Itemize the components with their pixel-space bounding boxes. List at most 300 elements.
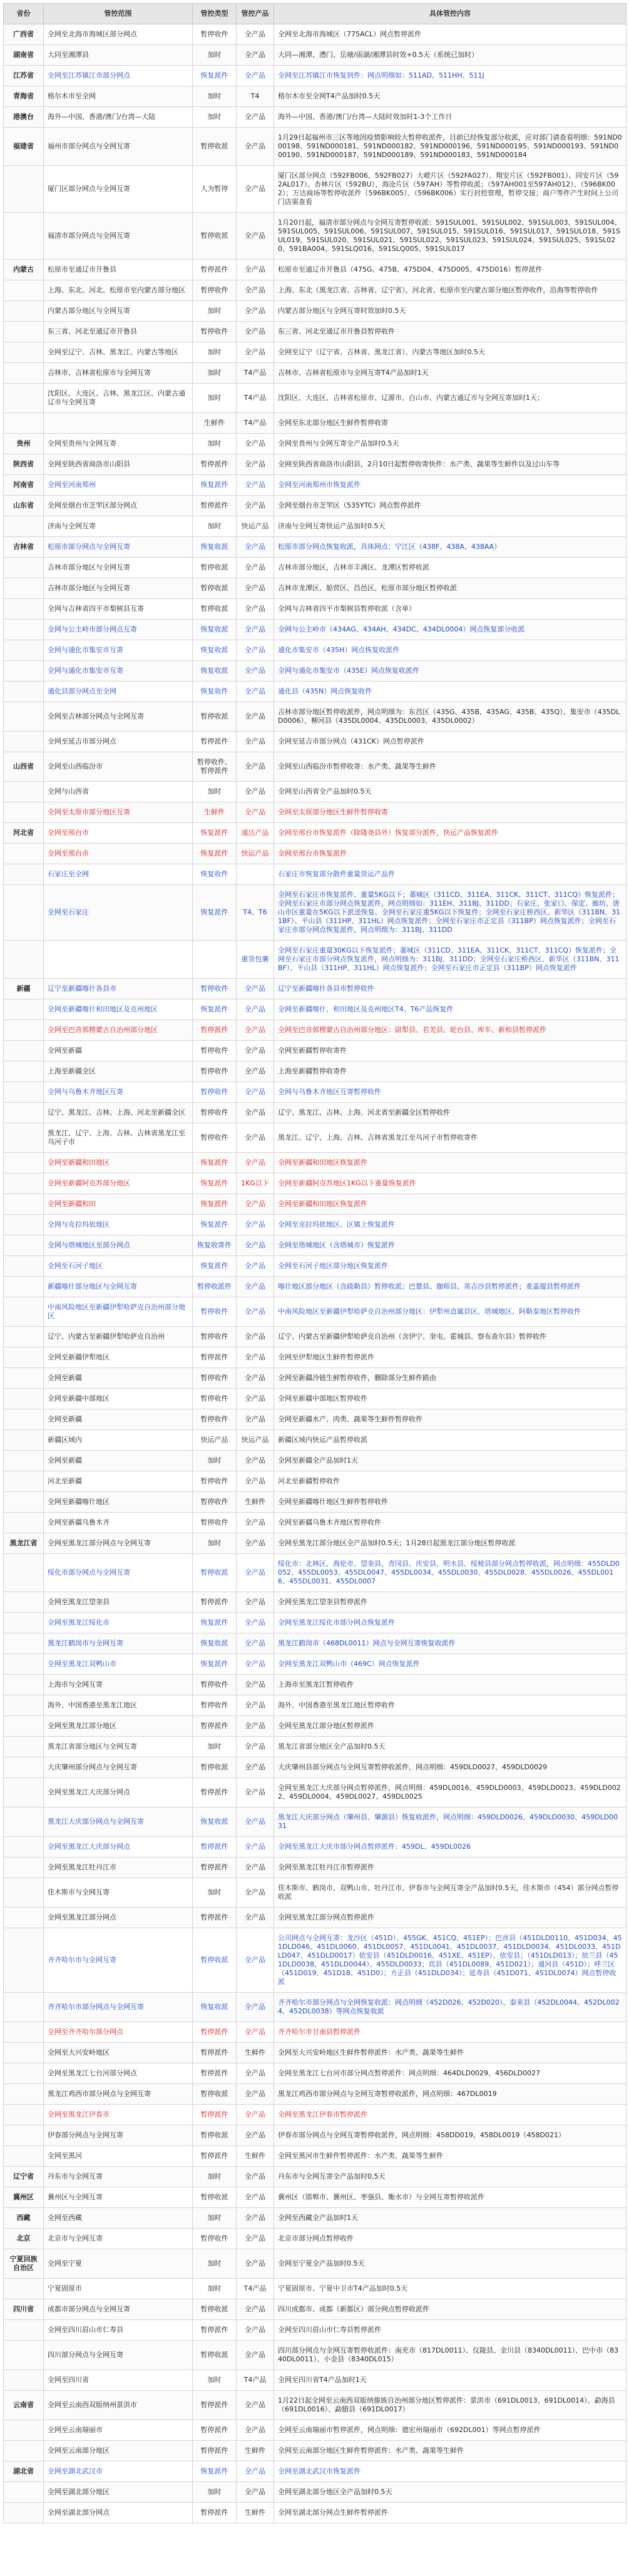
table-row <box>4 1347 626 1368</box>
row-province <box>4 2125 44 2146</box>
row-range: 福清市部分网点与全网互寄 <box>44 213 193 260</box>
row-detail: 全网至黑龙江伊春市暂停派件 <box>274 2105 626 2125</box>
row-province <box>4 999 44 1020</box>
row-range: 全网至西藏 <box>44 2208 193 2229</box>
row-range: 黑龙江鸡西市部分网点与全网互寄 <box>44 2084 193 2105</box>
row-product: 全产品 <box>237 1533 274 1554</box>
table-row <box>4 802 626 823</box>
row-province <box>4 1020 44 1041</box>
row-detail: 济南与全网互寄快运产品加时0.5天 <box>274 516 626 537</box>
table-row <box>4 1409 626 1430</box>
row-detail: 全网至伊犁地区生鲜件暂停派件 <box>274 1347 626 1368</box>
table-row <box>4 1592 626 1613</box>
row-range: 全网至四川眉山市仁寿县 <box>44 2320 193 2341</box>
row-type: 暂停收件 <box>193 322 237 342</box>
header-type: 管控类型 <box>193 4 237 24</box>
row-type: 暂停派件 <box>193 454 237 475</box>
row-province <box>4 1837 44 1858</box>
row-type: 暂停收件 <box>193 1327 237 1347</box>
row-product: 全产品 <box>237 2208 274 2229</box>
row-detail: 伊春市部分网点与全网互寄暂停收派件，网点明细：458DD019、458DL0019（458D021） <box>274 2125 626 2146</box>
row-province <box>4 2441 44 2461</box>
row-detail: 全网至黑龙江牡丹江市暂停派件 <box>274 1858 626 1878</box>
row-product: 全产品 <box>237 2167 274 2187</box>
row-province <box>4 1389 44 1409</box>
row-product: 生鲜件 <box>237 2043 274 2063</box>
row-range: 全网至延吉市部分网点 <box>44 732 193 752</box>
row-type: 加时 <box>193 2370 237 2391</box>
row-detail: 新疆区域内快运产品暂停收派 <box>274 1430 626 1451</box>
row-type: 暂停派件 <box>193 2441 237 2461</box>
row-type: 加时 <box>193 782 237 802</box>
row-product: 1KG以下 <box>237 1173 274 1194</box>
row-province <box>4 732 44 752</box>
row-province: 西藏 <box>4 2208 44 2229</box>
row-province <box>4 1256 44 1277</box>
table-row <box>4 301 626 322</box>
row-product: 快运产品 <box>237 1430 274 1451</box>
row-type: 恢复收件 <box>193 864 237 885</box>
row-province <box>4 558 44 578</box>
table-row <box>4 979 626 999</box>
row-product: 全产品 <box>237 260 274 280</box>
row-type: 暂停收件 <box>193 1041 237 1061</box>
row-province <box>4 1695 44 1716</box>
row-type: 加时 <box>193 1451 237 1471</box>
row-type: 恢复派件 <box>193 1194 237 1215</box>
row-detail: 大庆肇州县部分网点与全网互寄暂停收派件，网点明细：459DLD0027、459DLD0029 <box>274 1757 626 1778</box>
row-province <box>4 280 44 301</box>
row-range: 中南风险地区至新疆伊犁哈萨克自治州部分地区 <box>44 1297 193 1327</box>
row-product: 全产品 <box>237 661 274 682</box>
row-range: 齐齐哈尔市部分网点与全网互寄 <box>44 1993 193 2022</box>
row-product: 全产品 <box>237 1389 274 1409</box>
row-product: 通达产品 <box>237 823 274 844</box>
row-type: 暂停派件 <box>193 2503 237 2523</box>
row-detail: 全网至新疆喀什、和田地区及克州地区T4、T6产品恢复件 <box>274 999 626 1020</box>
row-range: 宁夏固原市 <box>44 2279 193 2299</box>
row-range: 辽宁、黑龙江、吉林、上海、河北至新疆全区 <box>44 1103 193 1123</box>
row-type: 暂停派件 <box>193 1908 237 1928</box>
row-product: 全产品 <box>237 1368 274 1389</box>
table-row <box>4 2208 626 2229</box>
table-row <box>4 1368 626 1389</box>
row-detail: 辽宁、黑龙江、吉林、上海、河北省至新疆全区暂停收件 <box>274 1103 626 1123</box>
row-type: 暂停收件 <box>193 1492 237 1513</box>
row-detail: 全网至黑龙江部分地区全产品加时0.5天；1月28日起黑龙江部分地区暂停收派 <box>274 1533 626 1554</box>
row-product: 全产品 <box>237 322 274 342</box>
row-detail: 吉林市部分地区暂停收派件，网点明细为：东昌区（435G、435B、435AG、435B、435Q）、集安市（435DLD0006）、柳河县（435DL0004、435DL0003、435DL0002） <box>274 702 626 732</box>
row-range: 黑龙江鹤岗市与全网互寄 <box>44 1633 193 1654</box>
header-range: 管控范围 <box>44 4 193 24</box>
row-province <box>4 1173 44 1194</box>
row-province <box>4 1103 44 1123</box>
row-province <box>4 516 44 537</box>
row-type: 加时 <box>193 2167 237 2187</box>
row-detail: 全网与乌鲁木齐地区互寄暂停收件 <box>274 1082 626 1103</box>
row-detail: 齐齐哈尔市部分网点与全网恢复收派：网点明细（452D026、452D020）、泰来县（452DL0044、452DL0024、452DL0038）等网点恢复收派 <box>274 1993 626 2022</box>
table-row <box>4 1757 626 1778</box>
row-product: 快运产品 <box>237 844 274 864</box>
row-detail: 全网至云南瑞丽市暂停派件，网点明细：德宏州瑞丽市（692DL001）等网点暂停派件 <box>274 2420 626 2441</box>
row-detail: 公司网点与全网互寄：龙沙区（451D）、455GK、451CQ、451EP）；巴彦县（451DLD0110、451D034、451DLD046、451DL0060、451DL0057、451DL0041、451DL0037、451DLD0034、451DL0033、451DLD047、451DLD0017）依安县（451DLD0016、451XE、451EP）、依安县；（451DLD013）；依兰县（451DLD0038、451DLD0044）、455DLD0033；宾县（451DL0089、451D021）；通河县（451D）；呼兰区（451D019、451D18、451D0）；方正县（451DLD034）；延寿县（451D071、451DL0074）网点暂停收派 <box>274 1928 626 1993</box>
row-product: 全产品 <box>237 2420 274 2441</box>
row-range: 全网至贵州与全网互寄 <box>44 434 193 454</box>
row-type: 恢复收派 <box>193 661 237 682</box>
row-detail: 全网至河南郑州市恢复派件 <box>274 475 626 496</box>
row-range: 全网至云南瑞丽市 <box>44 2420 193 2441</box>
row-type: 恢复派件 <box>193 999 237 1020</box>
row-detail: 全网至新疆喀什地区生鲜件暂停收件 <box>274 1492 626 1513</box>
row-province <box>4 213 44 260</box>
row-detail: 通化县（435N）网点恢复收件 <box>274 682 626 702</box>
row-type: 加时 <box>193 384 237 413</box>
row-detail: 全网至陕西省商洛市山阳县，2月10日起暂停收寄快件：水产类、蔬果等生鲜件以及过山车等 <box>274 454 626 475</box>
row-product: 全产品 <box>237 1347 274 1368</box>
row-range: 上海市与全网互寄 <box>44 1675 193 1695</box>
table-row <box>4 2299 626 2320</box>
row-type: 暂停派件 <box>193 2063 237 2084</box>
row-province: 宁夏回族自治区 <box>4 2249 44 2279</box>
row-type: 加时 <box>193 516 237 537</box>
row-range: 全网至新疆伊犁地区 <box>44 1347 193 1368</box>
table-row <box>4 1235 626 1256</box>
row-product: 全产品 <box>237 537 274 558</box>
row-type: 暂停收派 <box>193 128 237 166</box>
row-product: 全产品 <box>237 1123 274 1153</box>
row-detail: 佳木斯市、鹤岗市、双鸭山市、牡丹江市、伊春市与全网互寄全产品加时0.5天，佳木斯市（454）部分网点暂停收派 <box>274 1878 626 1908</box>
row-range: 上海、东北、河北、松原市至内蒙古部分地区 <box>44 280 193 301</box>
row-range: 黑龙江省部分地区与全网互寄 <box>44 1737 193 1757</box>
row-range: 全网至黑龙江牡丹江市 <box>44 1858 193 1878</box>
row-detail: 全网至辽宁（辽宁省、吉林省、黑龙江省）、内蒙古等地区加时0.5天 <box>274 342 626 363</box>
row-province <box>4 2105 44 2125</box>
row-range: 全网至黑龙江部分网点与全网互寄 <box>44 1533 193 1554</box>
row-detail: 全网至黑龙江望奎县暂停派件 <box>274 1592 626 1613</box>
row-detail: 辽宁、内蒙古至新疆伊犁哈萨克自治州（含伊宁、奎屯、霍城县、察布查尔县）暂停收件 <box>274 1327 626 1347</box>
table-row <box>4 823 626 844</box>
row-province <box>4 1327 44 1347</box>
row-product: 全产品 <box>237 301 274 322</box>
row-range: 佳木斯市与全网互寄 <box>44 1878 193 1908</box>
table-row <box>4 752 626 782</box>
control-notice-page <box>3 3 626 2523</box>
row-product: T4产品 <box>237 384 274 413</box>
row-province <box>4 2370 44 2391</box>
row-detail: 吉林市部分地区，吉林市丰满区、龙潭区暂停收派 <box>274 558 626 578</box>
table-row <box>4 2391 626 2420</box>
table-row <box>4 1277 626 1297</box>
row-range: 全网与通化市集安市互寄 <box>44 640 193 661</box>
table-row <box>4 1194 626 1215</box>
header-product: 管控产品 <box>237 4 274 24</box>
row-range: 全网至新疆中部地区 <box>44 1389 193 1409</box>
table-row <box>4 2125 626 2146</box>
row-product: T4产品 <box>237 2279 274 2299</box>
row-province <box>4 1235 44 1256</box>
table-row <box>4 578 626 599</box>
table-row <box>4 280 626 301</box>
table-row <box>4 2503 626 2523</box>
table-row <box>4 1389 626 1409</box>
table-row <box>4 1061 626 1082</box>
row-type: 暂停收派 <box>193 702 237 732</box>
table-row <box>4 558 626 578</box>
row-product: 重货包裹 <box>237 941 274 979</box>
row-type: 加时 <box>193 1737 237 1757</box>
row-province <box>4 166 44 213</box>
row-type: 恢复收派 <box>193 537 237 558</box>
row-province <box>4 2063 44 2084</box>
table-row <box>4 2187 626 2208</box>
table-row <box>4 107 626 128</box>
row-detail: 全网至云南部分地区生鲜件暂停派件：水产类、蔬果等生鲜件 <box>274 2441 626 2461</box>
row-province <box>4 1347 44 1368</box>
table-row <box>4 1153 626 1173</box>
row-product: T4 <box>237 86 274 107</box>
table-row <box>4 1695 626 1716</box>
row-province <box>4 1430 44 1451</box>
row-product: T4产品 <box>237 2370 274 2391</box>
row-range: 全网与克拉玛依地区 <box>44 1215 193 1235</box>
row-product: 全产品 <box>237 1327 274 1347</box>
row-type: 暂停收件 <box>193 1103 237 1123</box>
row-type: 暂停收件 <box>193 1675 237 1695</box>
row-type: 暂停收派 <box>193 599 237 620</box>
row-detail: 全网至东北部分地区生鲜件暂停收寄 <box>274 413 626 434</box>
row-product: 全产品 <box>237 2125 274 2146</box>
table-row <box>4 2146 626 2167</box>
row-province: 山东省 <box>4 496 44 516</box>
row-detail: 全网至新疆和田地区恢复派件 <box>274 1153 626 1173</box>
row-range: 全网至黑龙江望奎县 <box>44 1592 193 1613</box>
row-type: 暂停收件 <box>193 2229 237 2249</box>
row-product: 全产品 <box>237 1277 274 1297</box>
row-detail: 全网与通化市集安市（435E）网点恢复收派件 <box>274 661 626 682</box>
row-province <box>4 640 44 661</box>
row-product: 全产品 <box>237 1654 274 1675</box>
row-province <box>4 1513 44 1533</box>
row-province: 内蒙古 <box>4 260 44 280</box>
row-province <box>4 1633 44 1654</box>
row-detail: 全网至新疆水产、肉类、蔬果等生鲜件暂停收件 <box>274 1409 626 1430</box>
row-range: 吉林市部分地区与全网互寄 <box>44 558 193 578</box>
row-type: 加时 <box>193 1533 237 1554</box>
row-type: 恢复派件 <box>193 1654 237 1675</box>
row-province <box>4 620 44 640</box>
table-row <box>4 682 626 702</box>
row-province <box>4 782 44 802</box>
row-range: 新疆喀什部分地区与全网互寄 <box>44 1277 193 1297</box>
row-province: 辽宁省 <box>4 2167 44 2187</box>
row-type: 暂停收件、暂停派件 <box>193 752 237 782</box>
row-product: 全产品 <box>237 732 274 752</box>
row-product: 生鲜件 <box>237 2146 274 2167</box>
row-detail: 全网至太原部分地区生鲜件暂停收寄 <box>274 802 626 823</box>
row-type: 加时 <box>193 2249 237 2279</box>
row-province <box>4 802 44 823</box>
row-type: 加时 <box>193 45 237 66</box>
table-row <box>4 363 626 384</box>
row-type: 恢复派件 <box>193 1215 237 1235</box>
row-type: 暂停收派 <box>193 213 237 260</box>
row-detail: 全网至贵州与全网互寄全产品加时0.5天 <box>274 434 626 454</box>
row-range: 丹东市与全网互寄 <box>44 2167 193 2187</box>
table-row <box>4 1451 626 1471</box>
table-row <box>4 2022 626 2043</box>
row-range: 全网至云南部分地区 <box>44 2441 193 2461</box>
row-type: 暂停收派 <box>193 1757 237 1778</box>
row-province <box>4 2043 44 2063</box>
row-province: 广西省 <box>4 24 44 45</box>
row-province <box>4 885 44 941</box>
row-type <box>193 941 237 979</box>
row-range <box>44 413 193 434</box>
row-product: 全产品 <box>237 2461 274 2482</box>
row-type: 恢复收派 <box>193 620 237 640</box>
row-product: 全产品 <box>237 1613 274 1633</box>
row-product: 全产品 <box>237 24 274 45</box>
row-range: 全网至黑龙江绥化市 <box>44 1613 193 1633</box>
row-range: 全网至新疆阿克苏部分地区 <box>44 1173 193 1194</box>
row-product: 全产品 <box>237 45 274 66</box>
row-province: 港澳台 <box>4 107 44 128</box>
row-type: 加时 <box>193 107 237 128</box>
row-type: 暂停派件 <box>193 496 237 516</box>
row-province <box>4 1778 44 1807</box>
row-province <box>4 1153 44 1173</box>
row-detail: 全网至四川眉山市仁寿县暂停派件 <box>274 2320 626 2341</box>
row-type: 暂停收件 <box>193 1123 237 1153</box>
row-range: 沈阳区、大连区、吉林、黑龙江区、内蒙古通辽市与全网互寄 <box>44 384 193 413</box>
row-type: 恢复收派 <box>193 1993 237 2022</box>
table-row <box>4 2105 626 2125</box>
row-province <box>4 1409 44 1430</box>
table-row <box>4 434 626 454</box>
row-province <box>4 1928 44 1993</box>
row-product: 全产品 <box>237 1716 274 1737</box>
row-type: 暂停收件 <box>193 280 237 301</box>
control-table <box>3 3 626 2523</box>
table-row <box>4 2279 626 2299</box>
row-product: 全产品 <box>237 1633 274 1654</box>
row-province <box>4 2022 44 2043</box>
row-detail: 全网至巴音郭楞蒙古自治州部分地区：尉犁县、若羌县、轮台县、库车、新和县暂停派件 <box>274 1020 626 1041</box>
row-province: 福建省 <box>4 128 44 166</box>
table-row <box>4 1993 626 2022</box>
row-product: 全产品 <box>237 1235 274 1256</box>
row-range: 福州市部分网点与全网互寄 <box>44 128 193 166</box>
table-row <box>4 1737 626 1757</box>
row-range: 全网与公主岭市部分网点互寄 <box>44 620 193 640</box>
row-product: 全产品 <box>237 2229 274 2249</box>
row-range: 全网至新疆喀什和田地区及克州地区 <box>44 999 193 1020</box>
row-product: 全产品 <box>237 454 274 475</box>
row-product: 生鲜件 <box>237 2503 274 2523</box>
row-product: 全产品 <box>237 802 274 823</box>
row-type: 暂停派件 <box>193 1347 237 1368</box>
row-province: 吉林省 <box>4 537 44 558</box>
row-province <box>4 322 44 342</box>
row-detail: 全网至石家庄市恢复派件、重量5KG以下；藁城区（311CD、311EA、311CK、311CT、311CQ）恢复派件；全网至石家庄市部分网点恢复派件，网点明细如：311EH、311BJ、311DD；石家庄、张家口、保定、廊坊、唐山市区重量在5KG以下派送恢复、全网至石家庄重5KG以下恢复件；全网至石家庄桥西区、新华区（311BN、311BF）、平山县（311HP、311HL）网点恢复派件；全网至石家庄市正定县（311BP）网点恢复派件；全网至石家庄市部分网点恢复派件，网点明细为：311BJ、311DD <box>274 885 626 941</box>
row-product: 全产品 <box>237 1837 274 1858</box>
row-product: 快运产品 <box>237 516 274 537</box>
row-range <box>44 941 193 979</box>
row-product: 全产品 <box>237 1878 274 1908</box>
row-range: 辽宁、内蒙古至新疆伊犁哈萨克自治州 <box>44 1327 193 1347</box>
row-range: 全网至黑龙江伊春市 <box>44 2105 193 2125</box>
row-type: 恢复派件 <box>193 1613 237 1633</box>
row-type: 暂停派件 <box>193 732 237 752</box>
row-range: 全网至新疆 <box>44 1409 193 1430</box>
row-type: 暂停收派 <box>193 2341 237 2370</box>
row-province <box>4 363 44 384</box>
row-range: 全网至新疆 <box>44 1451 193 1471</box>
row-range: 吉林市、吉林省松原市与全网互寄 <box>44 363 193 384</box>
table-row <box>4 2420 626 2441</box>
row-detail: 全网至北海市海城区（775ACL）网点暂停派件 <box>274 24 626 45</box>
row-province <box>4 941 44 979</box>
row-detail: 黑龙江鹤岗市（468DL0011）网点与全网互寄恢复收派件 <box>274 1633 626 1654</box>
row-type: 暂停派件 <box>193 2391 237 2420</box>
table-row <box>4 1082 626 1103</box>
table-row <box>4 1513 626 1533</box>
row-province: 湖南省 <box>4 45 44 66</box>
row-detail: 宁夏固原市、宁夏中卫市T4产品加时0.5天 <box>274 2279 626 2299</box>
row-product: 全产品 <box>237 107 274 128</box>
row-detail: 全网至克拉玛依地区、区镇上恢复派件 <box>274 1215 626 1235</box>
row-type: 恢复收寄件 <box>193 1235 237 1256</box>
row-detail: 全网至湖北部分地区全产品加时0.5天 <box>274 2482 626 2503</box>
row-product: 全产品 <box>237 999 274 1020</box>
row-type: 加时 <box>193 342 237 363</box>
table-row <box>4 1103 626 1123</box>
row-product: 全产品 <box>237 280 274 301</box>
table-row <box>4 1430 626 1451</box>
row-product: 全产品 <box>237 1695 274 1716</box>
row-type: 恢复派件 <box>193 475 237 496</box>
row-type: 加时 <box>193 2279 237 2299</box>
row-product: 全产品 <box>237 1554 274 1592</box>
table-row <box>4 1908 626 1928</box>
row-range: 全网至湖北部分网点 <box>44 2503 193 2523</box>
table-row <box>4 454 626 475</box>
row-province <box>4 844 44 864</box>
row-product: 全产品 <box>237 496 274 516</box>
table-row <box>4 732 626 752</box>
row-type: 恢复收派 <box>193 640 237 661</box>
row-product: 全产品 <box>237 620 274 640</box>
row-detail: 丹东市与全网互寄全产品加时0.5天 <box>274 2167 626 2187</box>
row-type: 暂停收件 <box>193 1409 237 1430</box>
row-detail: 沈阳区、大连区、吉林省松原市、辽源市、白山市、内蒙古通辽市与全网互寄加时1天； <box>274 384 626 413</box>
row-detail: 全网至黑龙江大庆部分网点暂停派件，网点明细：459DL0016、459DLD0003、459DLD0023、459DLD0022、459DL0004、459DL0027、459DL0025 <box>274 1778 626 1807</box>
row-type: 恢复派件 <box>193 66 237 86</box>
table-row <box>4 885 626 941</box>
row-range: 黑龙江大庆部分网点与全网互寄 <box>44 1807 193 1837</box>
row-type: 暂停收件 <box>193 1368 237 1389</box>
row-province <box>4 2146 44 2167</box>
row-type: 暂停收件 <box>193 1695 237 1716</box>
row-range: 厦门区部分网点与全网互寄 <box>44 166 193 213</box>
table-row <box>4 1928 626 1993</box>
row-product: 全产品 <box>237 1908 274 1928</box>
row-detail: 全网至新疆冷链生鲜暂停收件，删除部分生鲜件路由 <box>274 1368 626 1389</box>
row-product: T4、T6 <box>237 885 274 941</box>
row-range: 海外、中国香港至黑龙江地区 <box>44 1695 193 1716</box>
table-row <box>4 941 626 979</box>
row-province <box>4 1451 44 1471</box>
